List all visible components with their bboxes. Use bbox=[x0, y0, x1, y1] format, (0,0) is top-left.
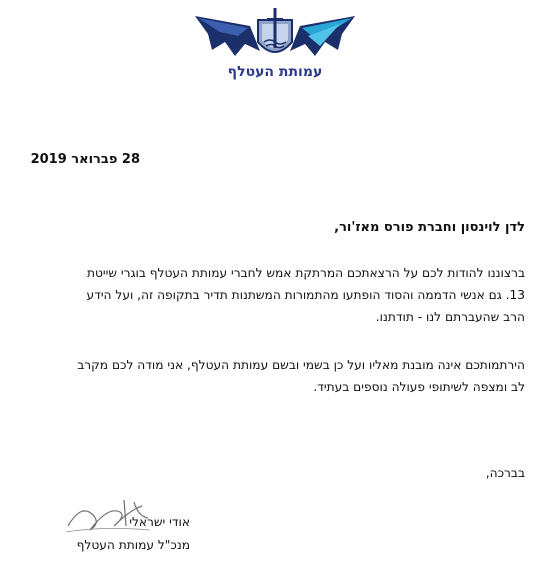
paragraph-line: ברצוננו להודות לכם על הרצאתכם המרתקת אמש לחברי עמותת העטלף בוגרי שייטת bbox=[87, 266, 525, 280]
logo-text: עמותת העטלף bbox=[227, 64, 323, 80]
organization-logo bbox=[190, 6, 360, 86]
paragraph-line: הרב שהעברתם לנו - תודתנו. bbox=[375, 310, 525, 324]
signer-title: מנכ"ל עמותת העטלף bbox=[76, 538, 190, 552]
body-paragraph-2 bbox=[20, 354, 525, 398]
bat-shield-icon bbox=[190, 6, 360, 68]
letter-date: 28 פברואר 2019 bbox=[30, 152, 140, 167]
paragraph-line: הירתמותכם אינה מובנת מאליו ועל כן בשמי ובשם עמותת העטלף, אני מודה לכם מקרב bbox=[77, 358, 525, 372]
paragraph-line: 13. גם אנשי הדממה והסוד הופתעו מהתמורות המשתנות תדיר בתקופה זה, ועל הידע bbox=[86, 288, 525, 302]
letter-closing: בברכה, bbox=[485, 466, 525, 480]
letter-addressee: לדן לוינסון וחברת פורס מאז'ור, bbox=[334, 220, 525, 235]
paragraph-line: לב ומצפה לשיתופי פעולה נוספים בעתיד. bbox=[313, 380, 525, 394]
signer-name: אודי ישראלי bbox=[129, 515, 190, 529]
body-paragraph-1 bbox=[20, 262, 525, 328]
